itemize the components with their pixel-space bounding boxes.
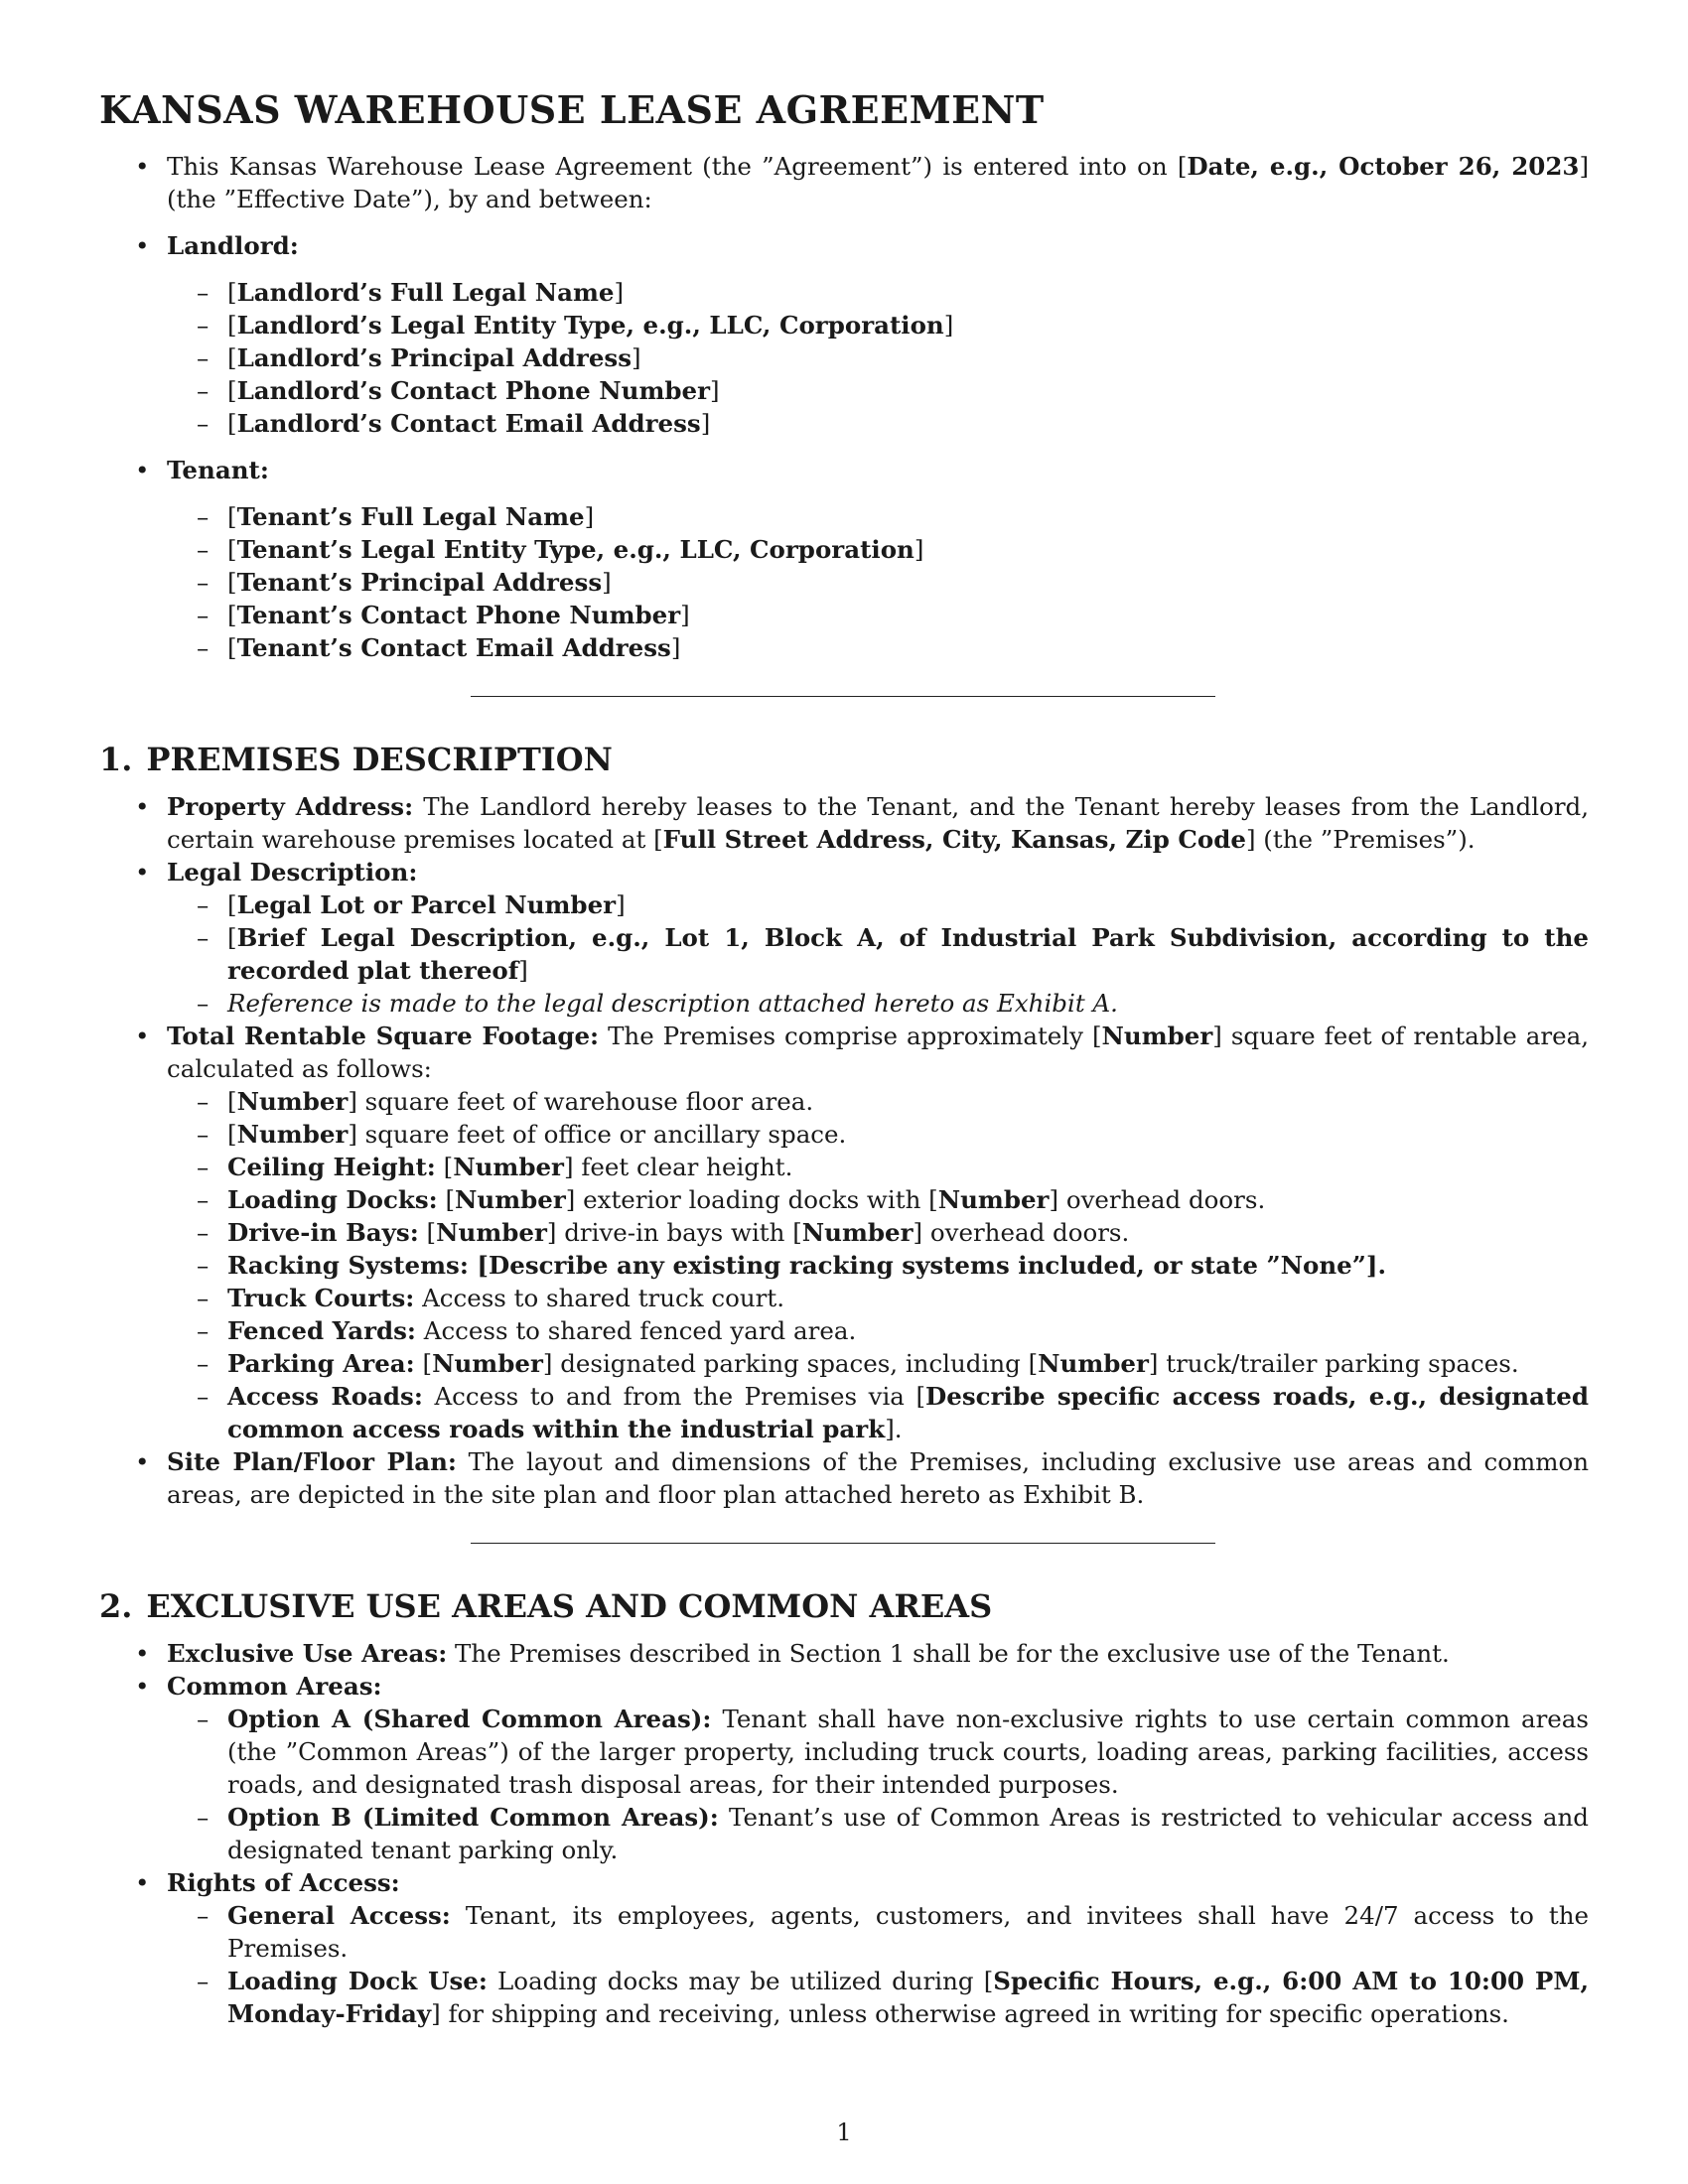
tenant-field: – [Tenant’s Full Legal Name]	[167, 500, 1589, 533]
exclusive-use-item: • Exclusive Use Areas: The Premises described in Section 1 shall be for the exclusive use of the Tenant.	[99, 1637, 1589, 1670]
legal-reference: – Reference is made to the legal description attached hereto as Exhibit A.	[167, 987, 1589, 1020]
square-footage-item: • Total Rentable Square Footage: The Premises comprise approximately [Number] square feet of rentable area, calculated as follows: – [Number] square feet of warehouse floor area. – [Number] square feet of office or ancillary space. – Ceiling Height: [Number] feet clear height. – Loading Docks: [Number] exterior loading docks with [Number] overhead doors. – Drive-in Bays: [Number] drive-in bays with [Number] overhead doors. – Racking Systems: [Describe any existing racking systems included, or state ”None”]. – Truck Courts: Access to shared truck court. – Fenced Yards: Access to shared fenced yard area. – Parking Area: [Number] designated parking spaces, including [Number] truck/trailer parking spaces. – Access Roads: Access to and from the Premises via [Describe specific access roads, e.g., designated common access roads within the industrial park].	[99, 1020, 1589, 1445]
landlord-field: – [Landlord’s Contact Phone Number]	[167, 374, 1589, 407]
drive-in-bays-field: – Drive-in Bays: [Number] drive-in bays with [Number] overhead doors.	[167, 1216, 1589, 1249]
option-a-field: – Option A (Shared Common Areas): Tenant shall have non-exclusive rights to use certain common areas (the ”Common Areas”) of the larger property, including truck courts, loading areas, parking facilities, access roads, and designated trash disposal areas, for their intended purposes.	[167, 1703, 1589, 1801]
section-1-heading: 1. PREMISES DESCRIPTION	[99, 741, 613, 778]
legal-description-item: • Legal Description: – [Legal Lot or Parcel Number] – [Brief Legal Description, e.g., Lot 1, Block A, of Industrial Park Subdivision, according to the recorded plat thereof] – Reference is made to the legal description attached hereto as Exhibit A.	[99, 856, 1589, 1020]
landlord-field: – [Landlord’s Full Legal Name]	[167, 276, 1589, 309]
section-2-list	[99, 1637, 1589, 2030]
effective-date-placeholder: Date, e.g., October 26, 2023	[1187, 152, 1580, 181]
tenant-block	[99, 454, 1589, 664]
landlord-field: – [Landlord’s Contact Email Address]	[167, 407, 1589, 440]
landlord-label: Landlord:	[167, 231, 299, 260]
site-plan-item: • Site Plan/Floor Plan: The layout and dimensions of the Premises, including exclusive use areas and common areas, are depicted in the site plan and floor plan attached hereto as Exhibit B.	[99, 1445, 1589, 1511]
page-number: 1	[836, 2118, 852, 2146]
tenant-label: Tenant:	[167, 456, 269, 484]
document-page	[99, 87, 1589, 2030]
tenant-field: – [Tenant’s Legal Entity Type, e.g., LLC, Corporation]	[167, 533, 1589, 566]
parking-area-field: – Parking Area: [Number] designated parking spaces, including [Number] truck/trailer parking spaces.	[167, 1347, 1589, 1380]
access-roads-field: – Access Roads: Access to and from the Premises via [Describe specific access roads, e.g., designated common access roads within the industrial park].	[167, 1380, 1589, 1445]
section-2-heading: 2. EXCLUSIVE USE AREAS AND COMMON AREAS	[99, 1587, 993, 1625]
intro-paragraph: • This Kansas Warehouse Lease Agreement (the ”Agreement”) is entered into on [Date, e.g., October 26, 2023] (the ”Effective Date”), by and between:	[99, 150, 1589, 215]
property-address-item: • Property Address: The Landlord hereby leases to the Tenant, and the Tenant hereby leases from the Landlord, certain warehouse premises located at [Full Street Address, City, Kansas, Zip Code] (the ”Premises”).	[99, 790, 1589, 856]
racking-systems-field: – Racking Systems: [Describe any existing racking systems included, or state ”None”].	[167, 1249, 1589, 1282]
truck-courts-field: – Truck Courts: Access to shared truck court.	[167, 1282, 1589, 1314]
legal-lot-field: – [Legal Lot or Parcel Number]	[167, 888, 1589, 921]
landlord-fields	[167, 276, 1589, 440]
landlord-field: – [Landlord’s Principal Address]	[167, 341, 1589, 374]
section-divider	[471, 1543, 1215, 1544]
warehouse-area-field: – [Number] square feet of warehouse floor area.	[167, 1085, 1589, 1118]
landlord-block	[99, 229, 1589, 440]
rights-of-access-item: • Rights of Access: – General Access: Tenant, its employees, agents, customers, and invitees shall have 24/7 access to the Premises. – Loading Dock Use: Loading docks may be utilized during [Specific Hours, e.g., 6:00 AM to 10:00 PM, Monday-Friday] for shipping and receiving, unless otherwise agreed in writing for specific operations.	[99, 1866, 1589, 2030]
option-b-field: – Option B (Limited Common Areas): Tenant’s use of Common Areas is restricted to vehicular access and designated tenant parking only.	[167, 1801, 1589, 1866]
landlord-field: – [Landlord’s Legal Entity Type, e.g., LLC, Corporation]	[167, 309, 1589, 341]
office-area-field: – [Number] square feet of office or ancillary space.	[167, 1118, 1589, 1151]
tenant-fields	[167, 500, 1589, 664]
common-areas-item: • Common Areas: – Option A (Shared Common Areas): Tenant shall have non-exclusive rights to use certain common areas (the ”Common Areas”) of the larger property, including truck courts, loading areas, parking facilities, access roads, and designated trash disposal areas, for their intended purposes. – Option B (Limited Common Areas): Tenant’s use of Common Areas is restricted to vehicular access and designated tenant parking only.	[99, 1670, 1589, 1866]
section-divider	[471, 696, 1215, 697]
loading-dock-use-field: – Loading Dock Use: Loading docks may be utilized during [Specific Hours, e.g., 6:00 AM to 10:00 PM, Monday-Friday] for shipping and receiving, unless otherwise agreed in writing for specific operations.	[167, 1965, 1589, 2030]
tenant-field: – [Tenant’s Contact Phone Number]	[167, 599, 1589, 631]
parties-list	[99, 150, 1589, 664]
ceiling-height-field: – Ceiling Height: [Number] feet clear height.	[167, 1151, 1589, 1183]
fenced-yards-field: – Fenced Yards: Access to shared fenced yard area.	[167, 1314, 1589, 1347]
tenant-field: – [Tenant’s Contact Email Address]	[167, 631, 1589, 664]
general-access-field: – General Access: Tenant, its employees, agents, customers, and invitees shall have 24/7 access to the Premises.	[167, 1899, 1589, 1965]
loading-docks-field: – Loading Docks: [Number] exterior loading docks with [Number] overhead doors.	[167, 1183, 1589, 1216]
document-title: KANSAS WAREHOUSE LEASE AGREEMENT	[99, 87, 1045, 132]
tenant-field: – [Tenant’s Principal Address]	[167, 566, 1589, 599]
section-1-list	[99, 790, 1589, 1511]
legal-brief-field: – [Brief Legal Description, e.g., Lot 1, Block A, of Industrial Park Subdivision, according to the recorded plat thereof]	[167, 921, 1589, 987]
